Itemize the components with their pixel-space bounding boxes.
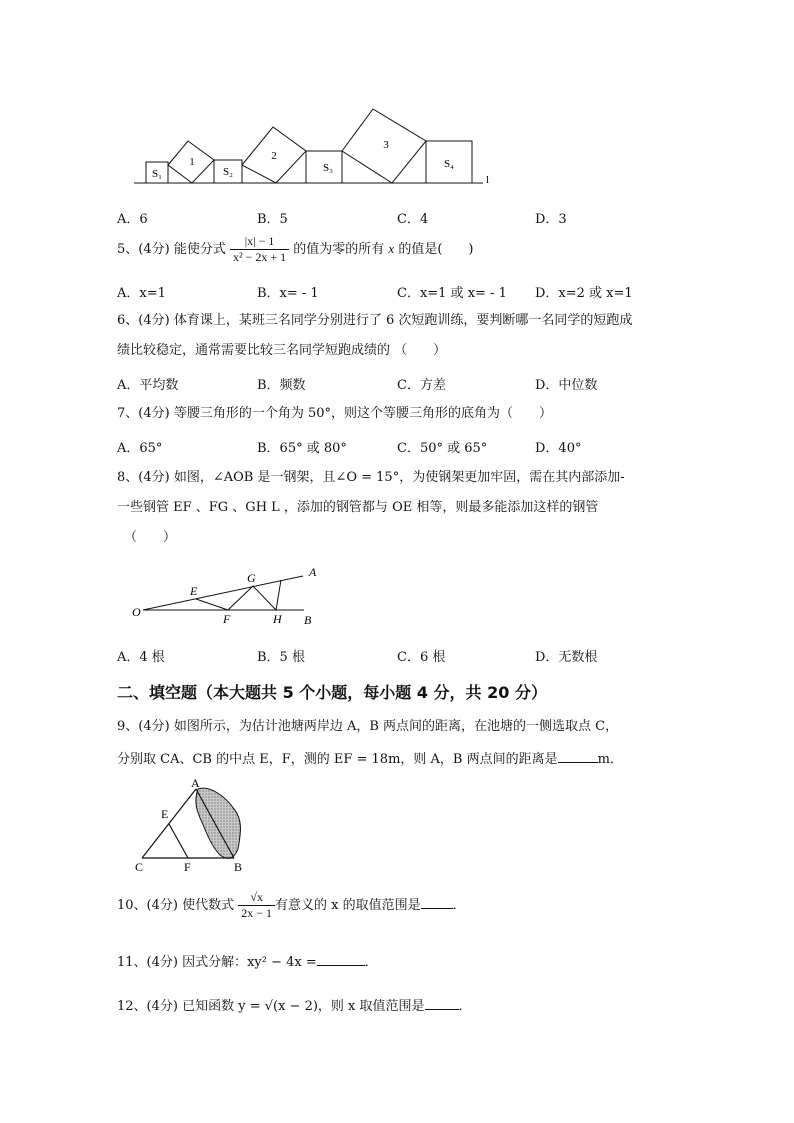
q4-option-c[interactable]: C．4 xyxy=(397,212,429,227)
label-s2: S₂ xyxy=(223,166,233,178)
q7-option-c[interactable]: C．50° 或 65° xyxy=(397,441,488,456)
q8-line1: 8、(4分) 如图，∠AOB 是一钢架，且∠O = 15°，为使钢架更加牢固，需在其内部添加- xyxy=(117,470,625,485)
q6-option-a[interactable]: A．平均数 xyxy=(117,378,179,393)
q5-option-a[interactable]: A．x=1 xyxy=(117,286,166,301)
q5-number: 5、(4分) xyxy=(117,242,170,257)
label-s4: S₄ xyxy=(444,158,454,170)
fig9-label-f: F xyxy=(184,860,191,874)
label-s3: S₃ xyxy=(323,162,333,174)
q10-answer-blank[interactable] xyxy=(421,894,453,909)
label-3: 3 xyxy=(383,139,389,151)
q8-line2: 一些钢管 EF 、FG 、GH L ，添加的钢管都与 OE 相等，则最多能添加这样的钢管 xyxy=(117,500,599,515)
section-2-title: 二、填空题（本大题共 5 个小题，每小题 4 分，共 20 分） xyxy=(117,683,547,702)
label-2: 2 xyxy=(271,150,277,162)
q6-option-c[interactable]: C．方差 xyxy=(397,378,446,393)
q7-stem: 7、(4分) 等腰三角形的一个角为 50°，则这个等腰三角形的底角为（ ） xyxy=(117,406,552,421)
q6-line1: 6、(4分) 体育课上，某班三名同学分别进行了 6 次短跑训练，要判断哪一名同学的短跑成 xyxy=(117,313,633,328)
q5-var: x xyxy=(388,241,395,256)
squares-figure xyxy=(128,105,508,190)
q5-option-c[interactable]: C．x=1 或 x= - 1 xyxy=(397,286,507,301)
pond-shape xyxy=(196,788,241,858)
fig8-label-e: E xyxy=(190,584,198,598)
q9-line2-text: 分别取 CA、CB 的中点 E，F，测的 EF = 18m，则 A，B 两点间的距离是 xyxy=(117,752,558,767)
label-line-l: l xyxy=(486,174,490,186)
q10-suffix: 有意义的 x 的取值范围是 xyxy=(275,898,421,913)
q12-stem xyxy=(117,995,472,1016)
pond-figure xyxy=(130,775,265,875)
q11-answer-blank[interactable] xyxy=(317,951,365,966)
q11-end: ． xyxy=(364,955,378,970)
fig9-label-a: A xyxy=(191,776,200,790)
section-2-heading xyxy=(117,680,547,703)
q10-stem xyxy=(117,890,466,921)
q10-prefix: 使代数式 xyxy=(182,898,235,913)
q5-fraction-numerator: |x| − 1 xyxy=(230,234,289,250)
q8-option-c[interactable]: C．6 根 xyxy=(397,650,446,665)
q5-fraction-denominator: x² − 2x + 1 xyxy=(232,250,287,264)
q7-option-d[interactable]: D．40° xyxy=(535,441,582,456)
q10-fraction xyxy=(238,890,275,921)
q10-number: 10、(4分) xyxy=(117,898,178,913)
q9-line2 xyxy=(117,748,623,769)
q10-end: ． xyxy=(452,898,466,913)
q9-answer-blank[interactable] xyxy=(558,748,598,763)
q11-stem xyxy=(117,951,378,972)
q5-suffix2: 的值是( ) xyxy=(398,242,474,257)
q5-option-b[interactable]: B．x= - 1 xyxy=(257,286,319,301)
label-1: 1 xyxy=(189,156,195,168)
q10-fraction-denominator: 2x − 1 xyxy=(241,906,273,920)
q8-option-b[interactable]: B．5 根 xyxy=(257,650,305,665)
q8-option-a[interactable]: A．4 根 xyxy=(117,650,165,665)
q6-option-d[interactable]: D．中位数 xyxy=(535,378,598,393)
q8-option-d[interactable]: D．无数根 xyxy=(535,650,598,665)
q9-line2-unit: m． xyxy=(597,752,623,767)
q4-option-d[interactable]: D．3 xyxy=(535,212,567,227)
q8-line3: （ ） xyxy=(124,530,177,545)
q5-suffix: 的值为零的所有 xyxy=(293,242,385,257)
fig8-label-o: O xyxy=(132,605,141,619)
fig8-label-b: B xyxy=(304,613,312,627)
q11-text: 11、(4分) 因式分解：xy² − 4x = xyxy=(117,955,317,970)
q5-fraction xyxy=(230,234,289,265)
fig8-label-a: A xyxy=(309,565,317,579)
fig9-label-e: E xyxy=(161,807,169,821)
q9-line1: 9、(4分) 如图所示，为估计池塘两岸边 A，B 两点间的距离，在池塘的一侧选取点 C， xyxy=(117,719,619,734)
q7-option-a[interactable]: A．65° xyxy=(117,441,163,456)
label-s1: S₁ xyxy=(152,168,162,180)
q7-option-b[interactable]: B．65° 或 80° xyxy=(257,441,347,456)
q12-end: ． xyxy=(458,999,472,1014)
fig8-label-h: H xyxy=(273,612,282,626)
q10-fraction-numerator: √x xyxy=(238,890,275,906)
q5-stem xyxy=(117,234,474,265)
q6-line2: 绩比较稳定，通常需要比较三名同学短跑成绩的 （ ） xyxy=(117,343,447,358)
q4-option-a[interactable]: A．6 xyxy=(117,212,148,227)
steel-frame-figure xyxy=(128,562,328,628)
q5-prefix: 能使分式 xyxy=(173,242,226,257)
q12-text: 12、(4分) 已知函数 y = √(x − 2)，则 x 取值范围是 xyxy=(117,999,425,1014)
fig9-label-c: C xyxy=(135,860,144,874)
fig8-label-f: F xyxy=(223,612,231,626)
fig9-label-b: B xyxy=(234,860,243,874)
q6-option-b[interactable]: B．频数 xyxy=(257,378,306,393)
q5-option-d[interactable]: D．x=2 或 x=1 xyxy=(535,286,633,301)
fig8-label-g: G xyxy=(247,571,256,585)
q4-option-b[interactable]: B．5 xyxy=(257,212,288,227)
q12-answer-blank[interactable] xyxy=(425,995,459,1010)
